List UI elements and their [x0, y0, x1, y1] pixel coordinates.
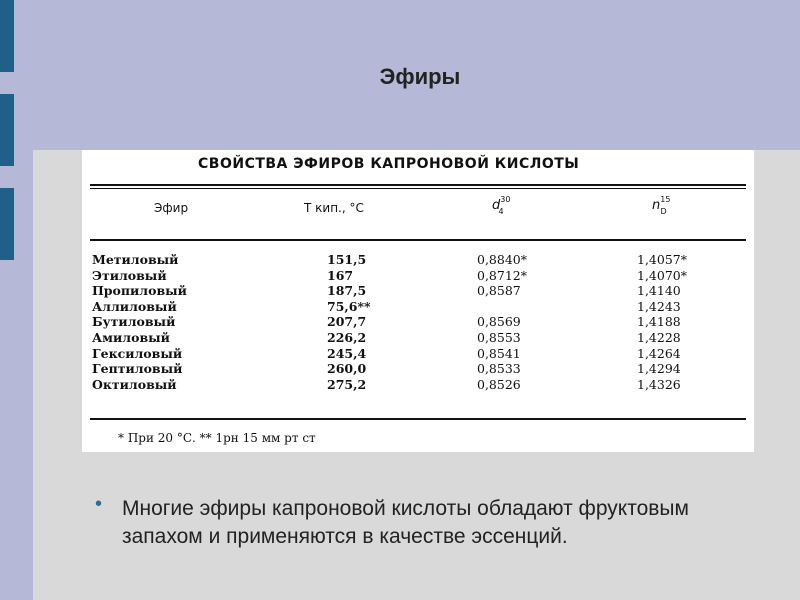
bullet-icon: •: [95, 493, 103, 515]
divider: [90, 188, 746, 189]
refractive-index: 1,4326: [637, 376, 681, 392]
boiling-point: 187,5: [327, 283, 367, 299]
ester-name: Бутиловый: [92, 314, 176, 330]
refractive-index: 1,4294: [637, 361, 681, 377]
density-symbol: d: [492, 198, 501, 213]
boiling-point: 260,0: [327, 361, 367, 377]
ester-name: Метиловый: [92, 252, 179, 267]
header-bp: Т кип., °С: [304, 201, 364, 215]
table-row: [82, 299, 754, 315]
density: 0,8840*: [477, 252, 527, 267]
boiling-point: 226,2: [327, 329, 367, 345]
header-ester: Эфир: [154, 201, 189, 215]
refractive-index: 1,4188: [637, 314, 681, 330]
ester-name: Амиловый: [92, 329, 170, 345]
table-row: [82, 377, 754, 393]
header-refraction: [652, 195, 671, 216]
refractive-index: 1,4057*: [637, 252, 687, 267]
scanned-table: [82, 150, 754, 452]
table-row: [82, 283, 754, 299]
accent-bar: [0, 94, 14, 166]
ester-name: Пропиловый: [92, 283, 187, 299]
refraction-sub: D: [660, 207, 667, 216]
accent-bar: [0, 188, 14, 260]
table-title: СВОЙСТВА ЭФИРОВ КАПРОНОВОЙ КИСЛОТЫ: [198, 156, 580, 172]
refraction-symbol: n: [652, 198, 661, 213]
density: 0,8533: [477, 361, 521, 377]
accent-bar: [0, 0, 14, 72]
boiling-point: 207,7: [327, 314, 367, 330]
table-row: [82, 268, 754, 284]
divider: [90, 184, 746, 186]
header-density: [492, 195, 511, 216]
ester-name: Аллиловый: [92, 298, 177, 314]
density-sup: 30: [500, 195, 511, 204]
ester-name: Гексиловый: [92, 345, 183, 361]
density: 0,8587: [477, 283, 521, 299]
boiling-point: 167: [327, 267, 354, 283]
bullet-text: Многие эфиры капроновой кислоты обладают фруктовым запахом и применяются в качестве эссенций.: [122, 497, 689, 548]
refractive-index: 1,4264: [637, 345, 681, 361]
divider: [90, 239, 746, 241]
boiling-point: 245,4: [327, 345, 367, 361]
boiling-point: 275,2: [327, 376, 367, 392]
density: 0,8541: [477, 345, 521, 361]
boiling-point: 151,5: [327, 252, 367, 267]
ester-name: Этиловый: [92, 267, 167, 283]
ester-name: Гептиловый: [92, 361, 183, 377]
table-footnote: * При 20 °С. ** 1рн 15 мм рт ст: [118, 431, 316, 445]
refractive-index: 1,4228: [637, 329, 681, 345]
refractive-index: 1,4140: [637, 283, 681, 299]
table-row: [82, 252, 754, 268]
table-row: [82, 314, 754, 330]
refractive-index: 1,4243: [637, 298, 681, 314]
density: 0,8712*: [477, 267, 527, 283]
boiling-point: 75,6**: [327, 298, 371, 314]
density: 0,8553: [477, 329, 521, 345]
divider: [90, 418, 746, 420]
refractive-index: 1,4070*: [637, 267, 687, 283]
refraction-sup: 15: [660, 195, 671, 204]
table-row: [82, 361, 754, 377]
density-sub: 4: [498, 207, 504, 216]
table-row: [82, 346, 754, 362]
density: 0,8569: [477, 314, 521, 330]
density: 0,8526: [477, 376, 521, 392]
table-body: [82, 252, 754, 392]
ester-name: Октиловый: [92, 376, 177, 392]
slide-title: Эфиры: [379, 64, 461, 89]
table-row: [82, 330, 754, 346]
